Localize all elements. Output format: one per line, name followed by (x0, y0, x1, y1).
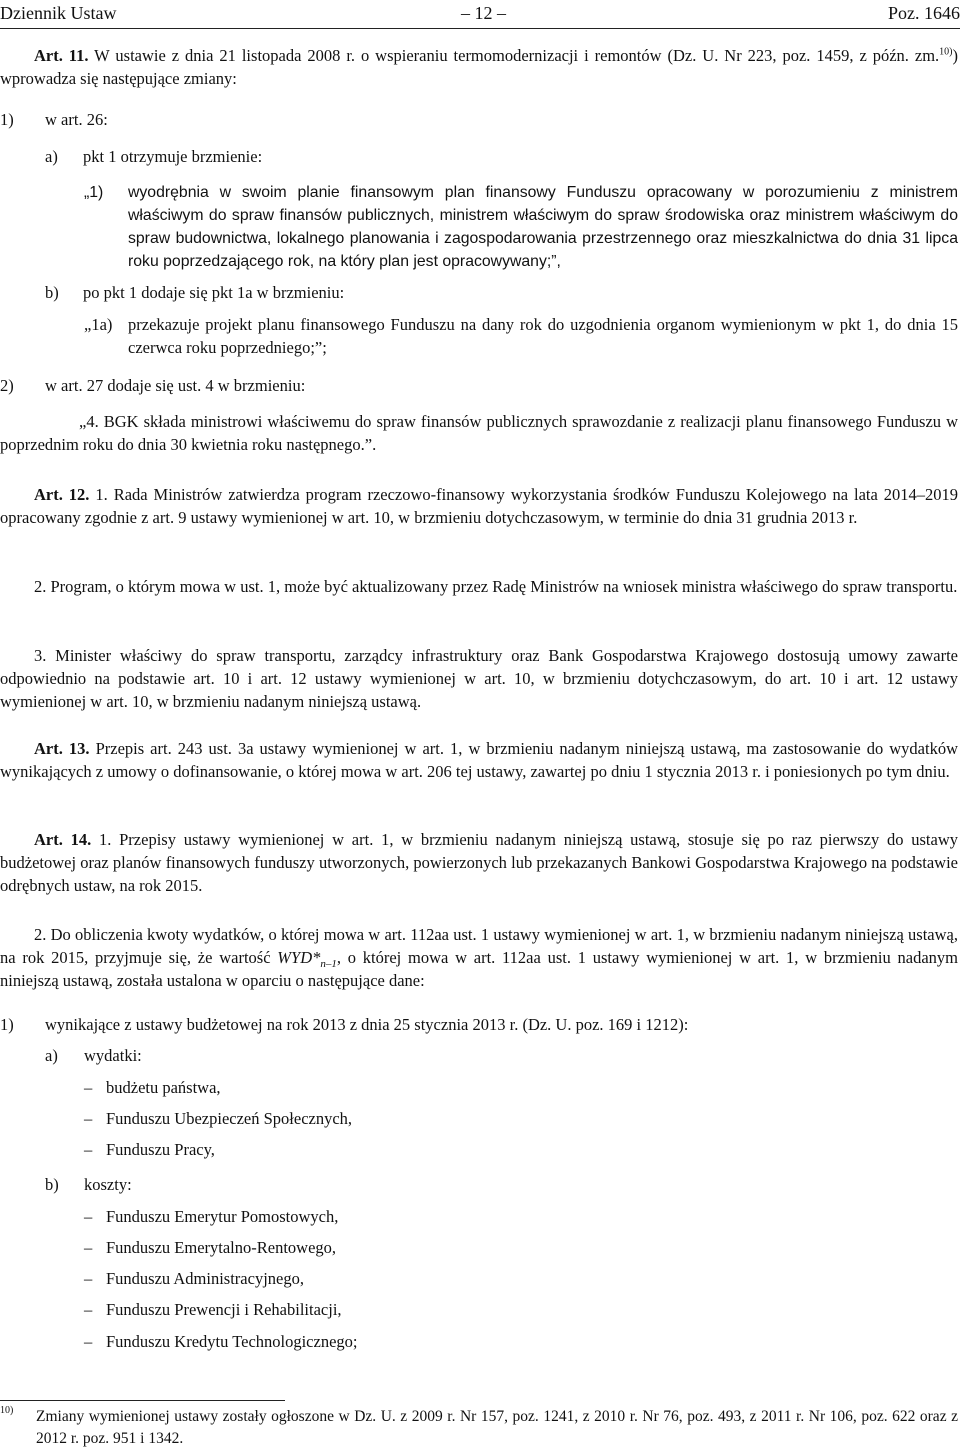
art11-label: Art. 11. (34, 46, 89, 65)
list-dash: – (84, 1238, 93, 1257)
footnote-marker: 10) (0, 1404, 14, 1416)
art14-item1-num: 1) (0, 1015, 14, 1034)
art11-item2-num: 2) (0, 376, 14, 395)
list-dash: – (84, 1078, 93, 1097)
list-dash: – (84, 1140, 93, 1159)
art11-intro: Art. 11. W ustawie z dnia 21 listopada 2008 r. o wspieraniu termomodernizacji i remontów (Dz. U. Nr 223, poz. 1459, z późn. zm.$^{10)}$) wprowadza się następujące zmiany: (0, 46, 958, 88)
footnote-text: Zmiany wymienionej ustawy zostały ogłoszone w Dz. U. z 2009 r. Nr 157, poz. 1241, z 2010 r. Nr 76, poz. 493, z 2011 r. Nr 106, poz. 622 oraz z 2012 r. poz. 951 i 1342. (36, 1408, 958, 1447)
list-dash: – (84, 1269, 93, 1288)
art13-label: Art. 13. (34, 739, 90, 758)
art11-quote1-text: wyodrębnia w swoim planie finansowym plan finansowy Funduszu opracowany w porozumieniu z ministrem właściwym do spraw finansów publicznych, ministrem właściwym do spraw środowiska oraz ministrem właściwym do spraw budownictwa, lokalnego planowania i zagospodarowania przestrzennego oraz mieszkalnictwa do dnia 31 lipca roku poprzedzającego rok, na który plan jest opracowywany;”, (128, 184, 958, 270)
art11-item1b-num: b) (45, 283, 59, 302)
list-item: Funduszu Administracyjnego, (106, 1269, 304, 1288)
journal-title: Dziennik Ustaw (0, 3, 117, 23)
list-dash: – (84, 1207, 93, 1226)
footnote-rule (0, 1400, 285, 1401)
page-number: – 12 – (461, 3, 506, 23)
art11-quote2-text: przekazuje projekt planu finansowego Funduszu na dany rok do uzgodnienia organom wymienionym w pkt 1, do dnia 15 czerwca roku poprzedniego;”; (128, 315, 958, 357)
art11-item2-text: w art. 27 dodaje się ust. 4 w brzmieniu: (45, 376, 306, 395)
art12-label: Art. 12. (34, 485, 90, 504)
art14-p1: Art. 14. 1. Przepisy ustawy wymienionej w art. 1, w brzmieniu nadanym niniejszą ustawą, stosuje się po raz pierwszy do ustawy budżetowej oraz planów finansowych funduszy utworzonych, powierzonych lub przekazanych Bankowi Gospodarstwa Krajowego na podstawie odrębnych ustaw, na rok 2015. (0, 830, 959, 895)
art11-item1a-num: a) (45, 147, 58, 166)
list-dash: – (84, 1109, 93, 1128)
art14-item1b-num: b) (45, 1175, 59, 1194)
art12-p2: 2. Program, o którym mowa w ust. 1, może być aktualizowany przez Radę Ministrów na wniosek ministra właściwego do spraw transportu. (34, 577, 958, 596)
list-dash: – (84, 1332, 93, 1351)
list-item: Funduszu Kredytu Technologicznego; (106, 1332, 358, 1351)
art14-item1b-text: koszty: (84, 1175, 132, 1194)
list-item: Funduszu Emerytalno-Rentowego, (106, 1238, 337, 1257)
art11-item1-num: 1) (0, 110, 14, 129)
list-item: Funduszu Ubezpieczeń Społecznych, (106, 1109, 353, 1128)
art14-item1a-text: wydatki: (84, 1046, 142, 1065)
list-item: Funduszu Prewencji i Rehabilitacji, (106, 1300, 342, 1319)
wyd-symbol: WYD* (277, 948, 321, 967)
list-item: budżetu państwa, (106, 1078, 221, 1097)
art14-item1-text: wynikające z ustawy budżetowej na rok 2013 z dnia 25 stycznia 2013 r. (Dz. U. poz. 169 i 1212): (45, 1015, 689, 1034)
art11-item1a-text: pkt 1 otrzymuje brzmienie: (83, 147, 263, 166)
list-item: Funduszu Emerytur Pomostowych, (106, 1207, 339, 1226)
art11-quote1-num: „1) (84, 184, 104, 201)
list-dash: – (84, 1300, 93, 1319)
art14-item1a-num: a) (45, 1046, 58, 1065)
art12-p3: 3. Minister właściwy do spraw transportu, zarządcy infrastruktury oraz Bank Gospodarstwa Krajowego dostosują umowy zawarte odpowiednio na podstawie art. 10 i art. 12 ustawy wymienionej w art. 10, w brzmieniu dotychczasowym, do art. 10 i art. 12 ustawy wymienionej w art. 10, w brzmieniu nadanym niniejszą ustawą. (0, 646, 958, 711)
art14-label: Art. 14. (34, 830, 92, 849)
art13-text: Art. 13. Przepis art. 243 ust. 3a ustawy wymienionej w art. 1, w brzmieniu nadanym niniejszą ustawą, ma zastosowanie do wydatków wynikających z umowy o dofinansowanie, o której mowa w art. 206 tej ustawy, zawartej po dniu 1 stycznia 2013 r. i poniesionych po tym dniu. (0, 739, 959, 781)
art11-item1-text: w art. 26: (45, 110, 108, 129)
art14-p2: 2. Do obliczenia kwoty wydatków, o której mowa w art. 112aa ust. 1 ustawy wymienionej w art. 1, w brzmieniu nadanym niniejszą ustawą, na rok 2015, przyjmuje się, że wartość $WYD*_{n-1}$, o której mowa w art. 112aa ust. 1 ustawy wymienionej w art. 1, w brzmieniu nadanym niniejszą ustawą, została ustalona w oparciu o następujące dane: (0, 925, 958, 990)
list-item: Funduszu Pracy, (106, 1140, 215, 1159)
header-rule (0, 28, 960, 29)
wyd-subscript: n–1 (320, 958, 337, 970)
position-number: Poz. 1646 (888, 3, 960, 23)
art11-quote3: „4. BGK składa ministrowi właściwemu do spraw finansów publicznych sprawozdanie z realizacji planu finansowego Funduszu w poprzednim roku do dnia 30 kwietnia roku następnego.”. (0, 412, 958, 454)
footnote-ref[interactable]: 10) (939, 46, 953, 58)
art12-p1: Art. 12. 1. Rada Ministrów zatwierdza program rzeczowo-finansowy wykorzystania środków Funduszu Kolejowego na lata 2014–2019 opracowany zgodnie z art. 9 ustawy wymienionej w art. 10, w brzmieniu dotychczasowym, w terminie do dnia 31 grudnia 2013 r. (0, 485, 959, 527)
art11-item1b-text: po pkt 1 dodaje się pkt 1a w brzmieniu: (83, 283, 345, 302)
art11-quote2-num: „1a) (84, 315, 113, 334)
